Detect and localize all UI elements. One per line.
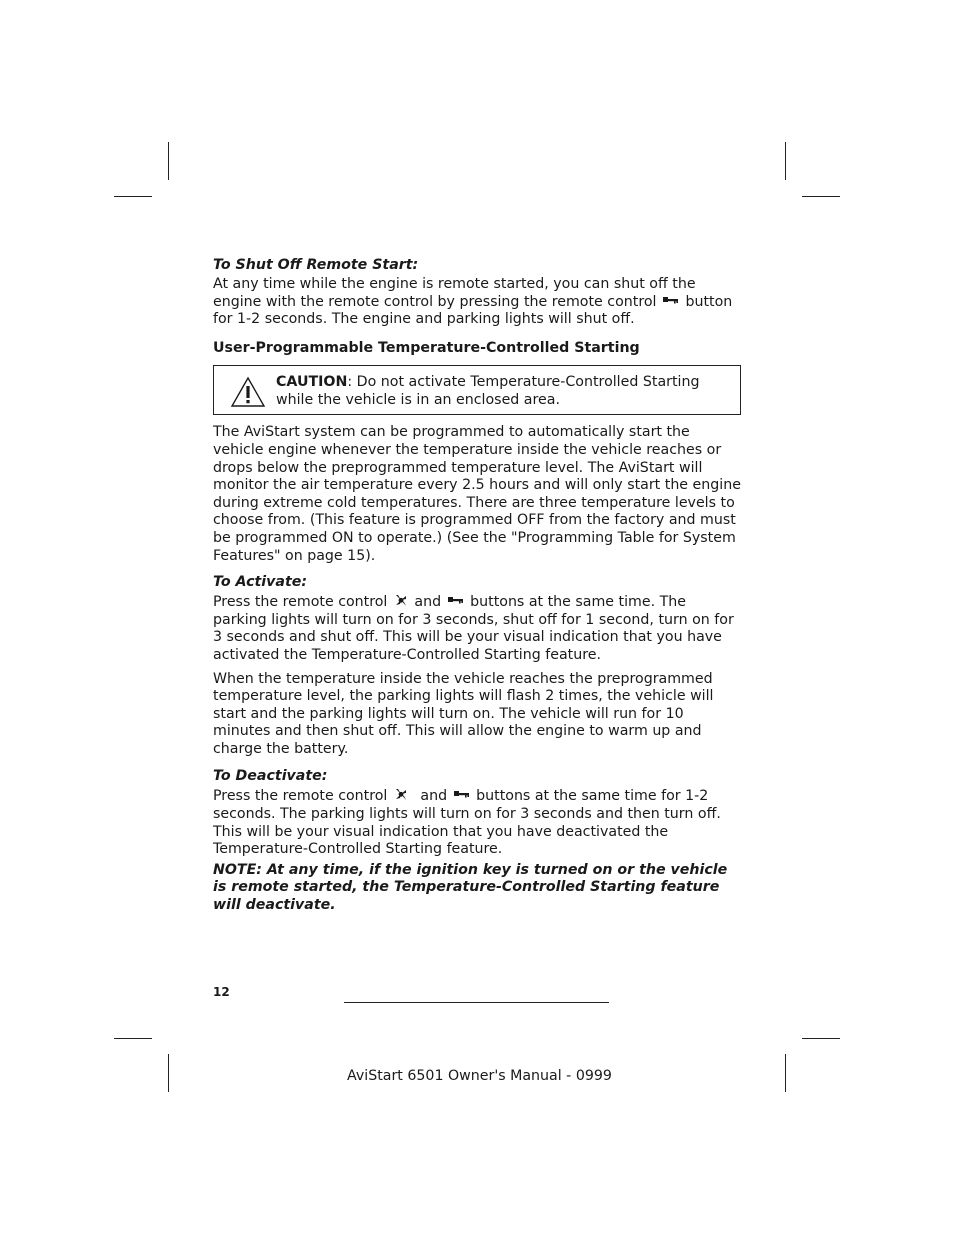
- caution-box: [213, 365, 741, 415]
- note-paragraph: NOTE: At any time, if the ignition key is turned on or the vehicle is remote started, the Temperature-Controlled Starting feature will deactivate.: [213, 861, 728, 914]
- deactivate-paragraph: Press the remote control and buttons at the same time for 1-2 seconds. The parking lights will turn on for 3 seconds and then turn off. This will be your visual indication that you have deactivated the Temperature-Controlled Starting feature.: [213, 788, 721, 858]
- temperature-intro-paragraph: The AviStart system can be programmed to automatically start the vehicle engine whenever the temperature inside the vehicle reaches or drops below the preprogrammed temperature level. The AviStart will monitor the air temperature every 2.5 hours and will only start the engine during extreme cold temperatures. There are three temperature levels to choose from. (This feature is programmed OFF from the factory and must be programmed ON to operate.) (See the "Programming Table for System Features" on page 15).: [213, 424, 741, 564]
- shut-off-title: To Shut Off Remote Start:: [213, 257, 419, 273]
- page-content: [213, 256, 741, 915]
- page-number: 12: [213, 985, 230, 999]
- deactivate-title: To Deactivate:: [213, 768, 328, 785]
- fan-icon: [394, 788, 408, 801]
- key-icon: [663, 296, 679, 307]
- key-icon: [454, 790, 470, 801]
- crop-mark-top-right-horizontal: [802, 196, 840, 197]
- crop-mark-top-left-horizontal: [114, 196, 152, 197]
- temperature-section-heading: User-Programmable Temperature-Controlled Starting: [213, 339, 640, 356]
- footer-rule: [344, 1002, 609, 1003]
- crop-mark-top-right-vertical: [785, 142, 786, 180]
- caution-label: CAUTION: [276, 374, 348, 391]
- crop-mark-bottom-right-vertical: [785, 1054, 786, 1092]
- key-icon: [448, 596, 464, 607]
- shut-off-paragraph: At any time while the engine is remote started, you can shut off the engine with the remote control by pressing the remote control button for 1-2 seconds. The engine and parking lights will shut off.: [213, 276, 733, 328]
- warning-triangle-icon: [230, 376, 266, 408]
- crop-mark-bottom-left-vertical: [168, 1054, 169, 1092]
- activate-paragraph-2: When the temperature inside the vehicle reaches the preprogrammed temperature level, the parking lights will flash 2 times, the vehicle will start and the parking lights will turn on. The vehicle will run for 10 minutes and then shut off. This will allow the engine to warm up and charge the battery.: [213, 670, 714, 757]
- crop-mark-bottom-left-horizontal: [114, 1038, 152, 1039]
- crop-mark-bottom-right-horizontal: [802, 1038, 840, 1039]
- caution-text: CAUTION: Do not activate Temperature-Controlled Starting while the vehicle is in an enclosed area.: [276, 374, 700, 408]
- activate-title: To Activate:: [213, 574, 308, 591]
- footer-title: AviStart 6501 Owner's Manual - 0999: [347, 1068, 612, 1084]
- fan-icon: [394, 594, 408, 607]
- crop-mark-top-left-vertical: [168, 142, 169, 180]
- activate-paragraph-1: Press the remote control and buttons at the same time. The parking lights will turn on for 3 seconds, shut off for 1 second, turn on for 3 seconds and shut off. This will be your visual indication that you have activated the Temperature-Controlled Starting feature.: [213, 594, 734, 663]
